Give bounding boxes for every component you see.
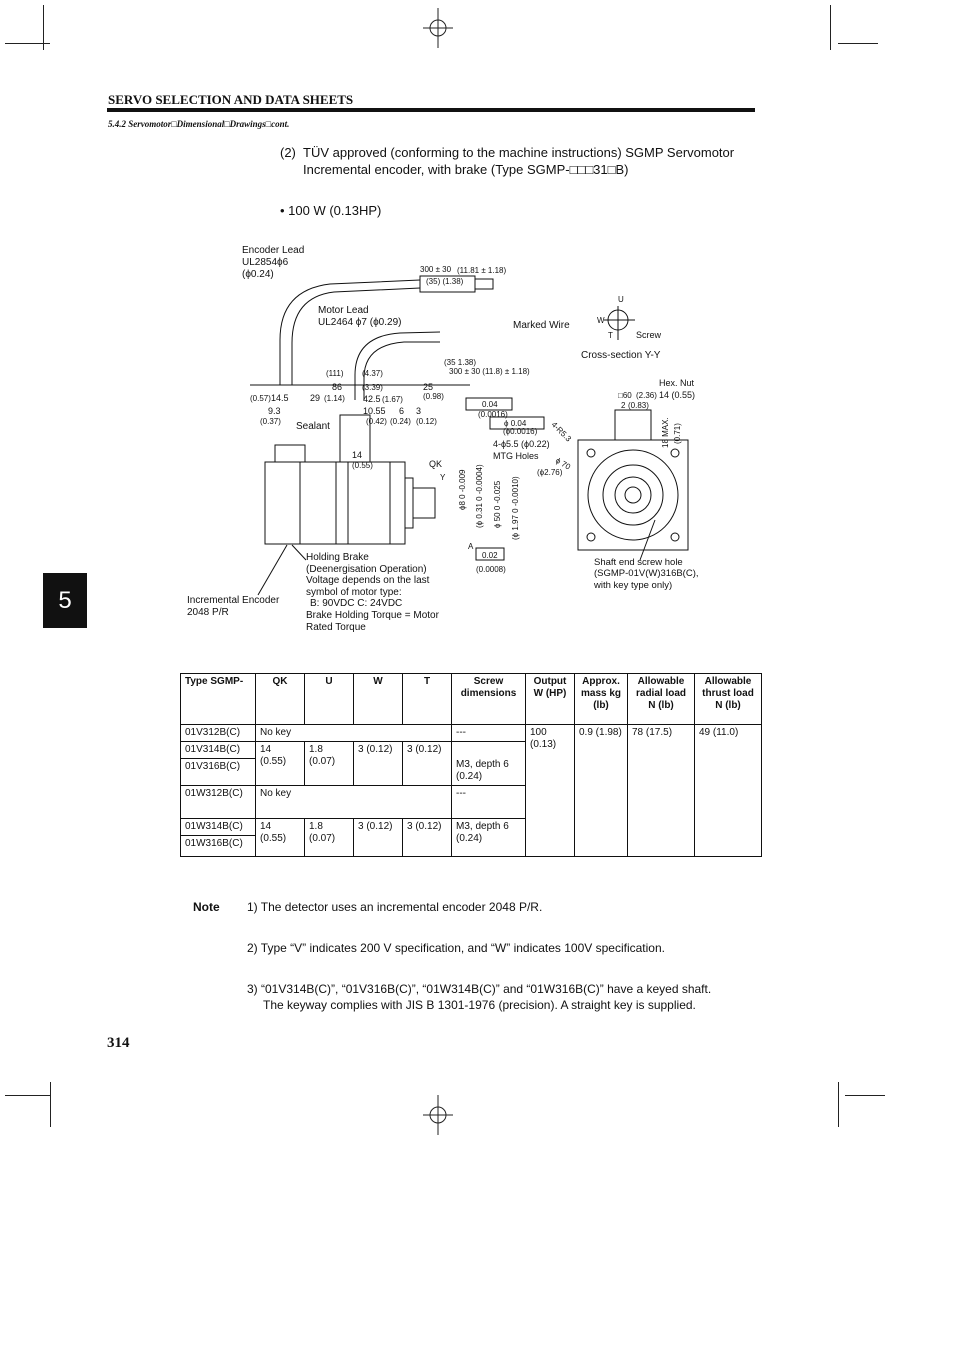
dim-text: (0.0008) [476, 565, 506, 574]
t-cell: 3 (0.12) [403, 742, 452, 786]
dim-text: (11.81 ± 1.18) [457, 266, 507, 275]
dim-text: (0.42) [366, 417, 387, 426]
dim-text: (1.14) [324, 394, 345, 403]
servomotor-dimensional-drawing [180, 235, 740, 645]
dim-text: 2 [621, 401, 626, 410]
col-header: QK [256, 674, 305, 725]
crop-mark [50, 1082, 51, 1127]
screw-cell: M3, depth 6 (0.24) [452, 742, 526, 786]
u-label: U [618, 295, 624, 304]
screw-label: Screw [636, 330, 662, 340]
note-2: 2) Type “V” indicates 200 V specification, and “W” indicates 100V specification. [247, 941, 665, 955]
dim-text: □60 [618, 391, 632, 400]
dim-text: 0.04 [482, 400, 498, 409]
dim-text: (0.37) [260, 417, 281, 426]
incremental-encoder-label: Incremental Encoder [187, 595, 280, 606]
w-cell: 3 (0.12) [354, 819, 403, 857]
type-cell: 01V316B(C) [181, 759, 256, 786]
dim-text: (0.83) [628, 401, 649, 410]
type-cell: 01W316B(C) [181, 836, 256, 857]
dim-text: 3 [416, 406, 422, 416]
table-header-row [181, 674, 762, 725]
header-rule [107, 108, 755, 112]
holding-brake-label: B: 90VDC C: 24VDC [310, 598, 403, 609]
marked-wire-label: Marked Wire [513, 320, 570, 331]
dim-text: (ϕ 0.31 0 -0.0004) [475, 464, 484, 528]
type-cell: 01W314B(C) [181, 819, 256, 836]
holding-brake-label: (Deenergisation Operation) [306, 564, 427, 575]
crop-mark [830, 5, 831, 50]
dim-text: (ϕ2.76) [537, 468, 563, 477]
u-cell: 1.8 (0.07) [305, 742, 354, 786]
u-cell: 1.8 (0.07) [305, 819, 354, 857]
col-header: Type SGMP- [181, 674, 256, 725]
t-label: T [608, 331, 613, 340]
note-3: 3) “01V314B(C)”, “01V316B(C)”, “01W314B(C)” and “01W316B(C)” have a keyed shaft. [247, 982, 712, 996]
hex-nut-label: Hex. Nut [659, 378, 695, 388]
power-rating-bullet: • 100 W (0.13HP) [280, 203, 382, 218]
col-header: Approx. mass kg (lb) [575, 674, 628, 725]
encoder-lead-label: UL2854ϕ6 [242, 257, 289, 268]
section-title-line1: TÜV approved (conforming to the machine instructions) SGMP Servomotor [303, 145, 735, 160]
running-header: SERVO SELECTION AND DATA SHEETS [108, 92, 354, 107]
dim-text: 0.02 [482, 551, 498, 560]
spec-table [180, 673, 762, 857]
t-cell: 3 (0.12) [403, 819, 452, 857]
dim-text: (35) (1.38) [426, 277, 464, 286]
holding-brake-label: Brake Holding Torque = Motor [306, 610, 439, 621]
motor-lead-label: UL2464 ϕ7 (ϕ0.29) [318, 317, 402, 328]
type-cell: 01V312B(C) [181, 725, 256, 742]
encoder-lead-label: (ϕ0.24) [242, 269, 274, 280]
w-cell: 3 (0.12) [354, 742, 403, 786]
dim-text: (0.0016) [478, 410, 508, 419]
dim-text: (0.57) [250, 394, 271, 403]
mtg-holes-label: 4-ϕ5.5 (ϕ0.22) [493, 439, 550, 449]
dim-text: (0.12) [416, 417, 437, 426]
running-subheader: 5.4.2 Servomotor□Dimensional□Drawings□cont. [108, 119, 290, 129]
dim-text: (0.24) [390, 417, 411, 426]
note-3-continued: The keyway complies with JIS B 1301-1976 (precision). A straight key is supplied. [263, 998, 696, 1012]
crop-mark [5, 43, 50, 44]
col-header: W [354, 674, 403, 725]
crop-mark [838, 43, 878, 44]
table-row [181, 725, 762, 742]
shaft-hole-label: with key type only) [594, 580, 673, 591]
note-1: 1) The detector uses an incremental encoder 2048 P/R. [247, 900, 543, 914]
registration-mark-top [423, 8, 453, 48]
radial-load-cell: 78 (17.5) [628, 725, 695, 857]
output-cell: 100 (0.13) [526, 725, 575, 857]
dim-text: (ϕ 1.97 0 -0.0010) [511, 476, 520, 540]
holding-brake-label: Voltage depends on the last [306, 575, 430, 586]
dim-text: (2.36) [636, 391, 657, 400]
thrust-load-cell: 49 (11.0) [695, 725, 762, 857]
dim-text: A [468, 542, 474, 551]
qk-label: QK [429, 459, 443, 469]
dim-text: 6 [399, 406, 405, 416]
dim-text: 4-R5.3 [549, 420, 573, 444]
dim-text: 10.55 [363, 406, 386, 416]
dim-text: 14.5 [271, 393, 289, 403]
holding-brake-label: symbol of motor type: [306, 587, 402, 598]
screw-cell: --- [452, 786, 526, 819]
dim-text: 300 ± 30 [420, 265, 452, 274]
qk-cell: No key [256, 786, 452, 819]
dim-text: (0.55) [352, 461, 373, 470]
shaft-hole-label: (SGMP-01V(W)316B(C), [594, 568, 699, 579]
registration-mark-bottom [423, 1095, 453, 1135]
dim-text: 42.5 [363, 394, 381, 404]
dim-text: 18 MAX. [661, 417, 670, 448]
motor-lead-label: Motor Lead [318, 305, 369, 316]
section-number: (2) [280, 145, 296, 160]
crop-mark [845, 1095, 885, 1096]
dim-text: ϕ 0.04 [504, 419, 527, 428]
dim-text: (3.39) [362, 383, 383, 392]
dim-text: 86 [332, 382, 343, 392]
crop-mark [838, 1082, 839, 1127]
chapter-tab: 5 [43, 573, 87, 628]
holding-brake-label: Rated Torque [306, 622, 366, 633]
y-label: Y [440, 473, 446, 482]
qk-cell: 14 (0.55) [256, 742, 305, 786]
dim-text: ϕ 70 [554, 455, 573, 472]
hex-nut-label: 14 (0.55) [659, 390, 696, 400]
dim-text: 25 [423, 382, 434, 392]
w-label: W [597, 316, 605, 325]
screw-cell: M3, depth 6 (0.24) [452, 819, 526, 857]
shaft-hole-label: Shaft end screw hole [594, 557, 683, 568]
section-title-line2: Incremental encoder, with brake (Type SGMP-□□□31□B) [303, 162, 629, 177]
dim-text: (0.98) [423, 392, 444, 401]
dim-text: ϕ 50 0 -0.025 [493, 480, 502, 528]
dim-text: (ϕ0.0016) [503, 427, 538, 436]
mtg-holes-label: MTG Holes [493, 451, 539, 461]
dim-text: (111) [326, 369, 344, 378]
holding-brake-label: Holding Brake [306, 552, 369, 563]
qk-cell: 14 (0.55) [256, 819, 305, 857]
dim-text: 9.3 [268, 406, 281, 416]
qk-cell: No key [256, 725, 452, 742]
col-header: T [403, 674, 452, 725]
screw-cell: --- [452, 725, 526, 742]
note-label: Note [193, 900, 220, 914]
type-cell: 01W312B(C) [181, 786, 256, 819]
page-number: 314 [107, 1035, 130, 1051]
col-header: Allowable thrust load N (lb) [695, 674, 762, 725]
dim-text: (35 1.38) [444, 358, 477, 367]
encoder-lead-label: Encoder Lead [242, 245, 305, 256]
cross-section-label: Cross-section Y-Y [581, 350, 661, 361]
col-header: U [305, 674, 354, 725]
dim-text: ϕ8 0 -0.009 [458, 469, 467, 510]
dim-text: (4.37) [362, 369, 383, 378]
dim-text: 300 ± 30 (11.8) ± 1.18) [449, 367, 530, 376]
sealant-label: Sealant [296, 421, 330, 432]
mass-cell: 0.9 (1.98) [575, 725, 628, 857]
dim-text: (1.67) [382, 395, 403, 404]
incremental-encoder-label: 2048 P/R [187, 607, 229, 618]
col-header: Output W (HP) [526, 674, 575, 725]
col-header: Allowable radial load N (lb) [628, 674, 695, 725]
type-cell: 01V314B(C) [181, 742, 256, 759]
dim-text: (0.71) [673, 423, 682, 444]
crop-mark [5, 1095, 50, 1096]
dim-text: 29 [310, 393, 321, 403]
col-header: Screw dimensions [452, 674, 526, 725]
dim-text: 14 [352, 450, 363, 460]
